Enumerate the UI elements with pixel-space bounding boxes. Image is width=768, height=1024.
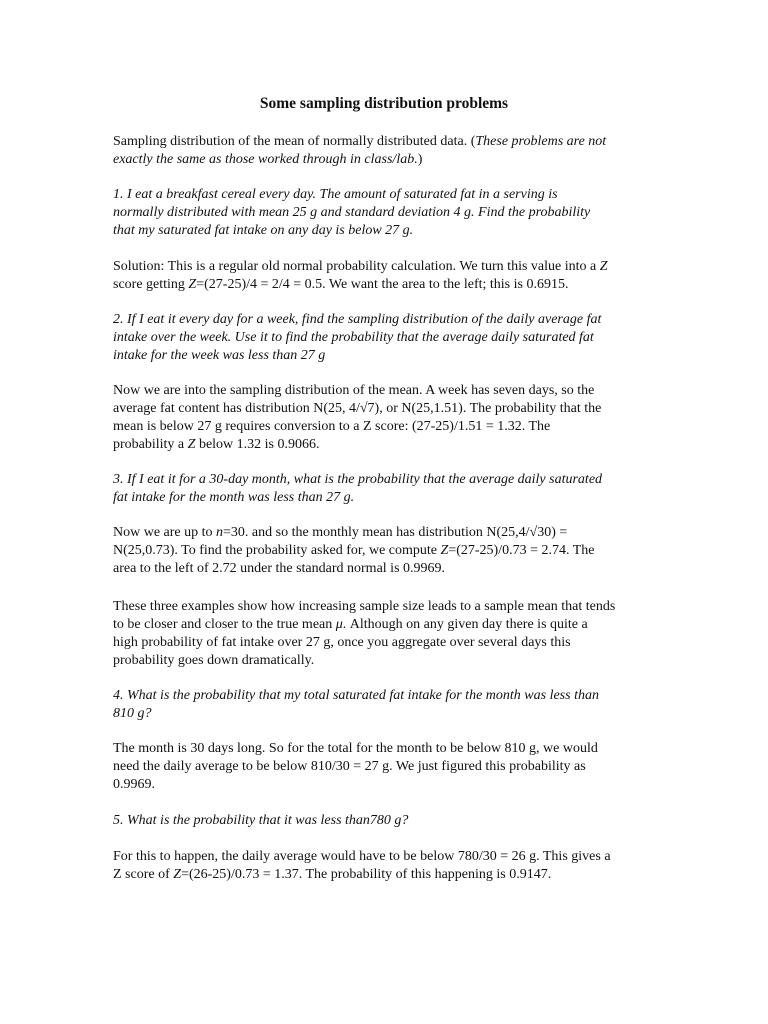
- intro-line: Sampling distribution of the mean of normally distributed data. (These problems are not: [113, 134, 607, 149]
- question-4: 4. What is the probability that my total saturated fat intake for the month was less than 810 g?: [113, 688, 599, 721]
- document-title: Some sampling distribution problems: [259, 95, 509, 112]
- summary-paragraph: These three examples show how increasing sample size leads to a sample mean that tends to be closer and closer to the true mean μ. Although on any given day there is quite a high probability of fat intake over 27 g, once you aggregate over several days this probability goes down dramatically.: [113, 599, 616, 668]
- intro-paragraph: [113, 133, 658, 169]
- question-1: 1. I eat a breakfast cereal every day. The amount of saturated fat in a serving is normally distributed with mean 25 g and standard deviation 4 g. Find the probability that my saturated fat intake on any day is below 27 g.: [113, 187, 591, 238]
- intro-line: exactly the same as those worked through in class/lab.): [113, 152, 423, 167]
- question-3: 3. If I eat it for a 30-day month, what is the probability that the average daily saturated fat intake for the month was less than 27 g.: [113, 472, 603, 505]
- answer-2: Now we are into the sampling distribution of the mean. A week has seven days, so the average fat content has distribution N(25, 4/√7), or N(25,1.51). The probability that the mean is below 27 g requires conversion to a Z score: (27-25)/1.51 = 1.32. The probability a Z below 1.32 is 0.9066.: [113, 383, 602, 452]
- answer-4: The month is 30 days long. So for the total for the month to be below 810 g, we would need the daily average to be below 810/30 = 27 g. We just figured this probability as 0.9969.: [113, 741, 598, 792]
- answer-3: Now we are up to n=30. and so the monthly mean has distribution N(25,4/√30) = N(25,0.73). To find the probability asked for, we compute Z=(27-25)/0.73 = 2.74. The area to the left of 2.72 under the standard normal is 0.9969.: [113, 525, 595, 576]
- question-2: 2. If I eat it every day for a week, find the sampling distribution of the daily average fat intake over the week. Use it to find the probability that the average daily saturated fat intake for the week was less than 27 g: [113, 312, 602, 363]
- answer-5: For this to happen, the daily average would have to be below 780/30 = 26 g. This gives a Z score of Z=(26-25)/0.73 = 1.37. The probability of this happening is 0.9147.: [113, 849, 611, 882]
- question-5: 5. What is the probability that it was less than780 g?: [113, 813, 409, 828]
- answer-1: Solution: This is a regular old normal probability calculation. We turn this value into a Z score getting Z=(27-25)/4 = 2/4 = 0.5. We want the area to the left; this is 0.6915.: [113, 259, 608, 292]
